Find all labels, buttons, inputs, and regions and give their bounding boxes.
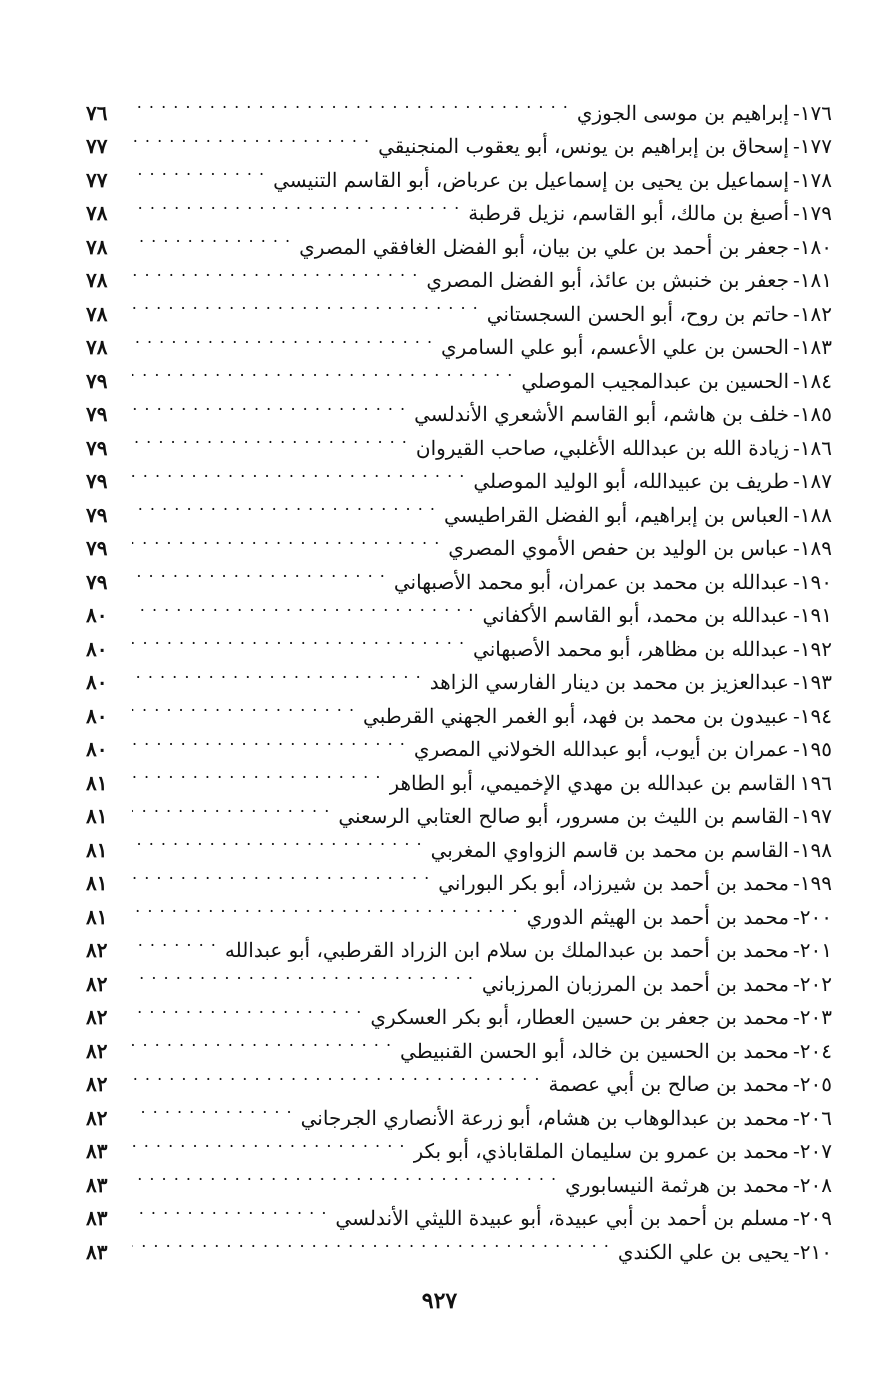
entry-number: ٢٠٢ bbox=[799, 971, 832, 996]
entry-page-ref: ٧٩ bbox=[86, 536, 108, 560]
entry-number: ١٨٠ bbox=[799, 234, 832, 259]
dot-leader bbox=[132, 488, 436, 522]
dot-leader bbox=[132, 790, 330, 824]
entry-title: جعفر بن خنبش بن عائذ، أبو الفضل المصري bbox=[426, 268, 789, 292]
entry-separator: - bbox=[793, 167, 800, 192]
entry-title: عمران بن أيوب، أبو عبدالله الخولاني المصري bbox=[413, 737, 789, 761]
dot-leader bbox=[132, 120, 370, 154]
entry-number: ١٨٢ bbox=[799, 301, 832, 326]
entry-page-ref: ٨٣ bbox=[86, 1172, 108, 1197]
entry-separator: - bbox=[793, 670, 800, 694]
entry-separator: - bbox=[793, 837, 800, 862]
dot-leader bbox=[132, 187, 460, 221]
entry-number: ١٩٦ bbox=[799, 770, 832, 795]
entry-page-ref: ٧٨ bbox=[86, 234, 108, 259]
entry-title: يحيى بن علي الكندي bbox=[617, 1239, 789, 1264]
dot-leader bbox=[132, 1058, 541, 1092]
entry-number: ١٩٠ bbox=[799, 569, 832, 594]
entry-number: ١٨٦ bbox=[799, 435, 832, 460]
entry-title: الحسين بن عبدالمجيب الموصلي bbox=[521, 368, 789, 393]
entry-title: محمد بن جعفر بن حسين العطار، أبو بكر العسكري bbox=[370, 1005, 789, 1029]
entry-number: ١٨١ bbox=[799, 268, 832, 292]
entry-title: عبدالله بن مظاهر، أبو محمد الأصبهاني bbox=[473, 636, 789, 661]
dot-leader bbox=[132, 589, 475, 623]
entry-page-ref: ٨٢ bbox=[86, 1005, 108, 1029]
entry-title: عبيدون بن محمد بن فهد، أبو الغمر الجهني القرطبي bbox=[363, 703, 789, 728]
entry-separator: - bbox=[793, 871, 800, 895]
entry-page-ref: ٨٣ bbox=[86, 1239, 108, 1264]
dot-leader bbox=[132, 555, 386, 589]
entry-separator: - bbox=[793, 971, 800, 996]
entry-number: ١٨٨ bbox=[799, 502, 832, 527]
entry-separator: - bbox=[793, 1206, 800, 1230]
entry-title: محمد بن صالح بن أبي عصمة bbox=[548, 1072, 789, 1096]
entry-title: إسماعيل بن يحيى بن إسماعيل بن عرباض، أبو القاسم التنيسي bbox=[273, 167, 789, 192]
entry-separator: - bbox=[793, 502, 800, 527]
dot-leader bbox=[132, 354, 513, 388]
entry-separator: - bbox=[793, 536, 800, 560]
entry-title: محمد بن أحمد بن المرزبان المرزباني bbox=[481, 971, 789, 996]
entry-page-ref: ٨٢ bbox=[86, 1038, 108, 1063]
entry-title: عبدالله بن محمد بن عمران، أبو محمد الأصبهاني bbox=[393, 569, 789, 594]
dot-leader bbox=[132, 321, 433, 355]
entry-title: أصبغ بن مالك، أبو القاسم، نزيل قرطبة bbox=[468, 201, 789, 225]
entry-title: إسحاق بن إبراهيم بن يونس، أبو يعقوب المنجنيقي bbox=[378, 134, 789, 158]
entry-page-ref: ٨١ bbox=[86, 904, 108, 929]
entry-page-ref: ٨٠ bbox=[86, 703, 108, 728]
entry-title: الحسن بن علي الأعسم، أبو علي السامري bbox=[441, 335, 789, 359]
table-of-contents bbox=[86, 86, 832, 1264]
dot-leader bbox=[132, 1091, 293, 1125]
entry-separator: - bbox=[793, 569, 800, 594]
entry-number: ١٨٧ bbox=[799, 469, 832, 493]
entry-page-ref: ٨٢ bbox=[86, 1072, 108, 1096]
dot-leader bbox=[132, 957, 474, 991]
entry-number: ١٨٣ bbox=[799, 335, 832, 359]
entry-title: عبدالعزيز بن محمد بن دينار الفارسي الزاهد bbox=[429, 670, 789, 694]
page-number: ٩٢٧ bbox=[421, 1288, 458, 1314]
entry-page-ref: ٧٧ bbox=[86, 134, 108, 158]
entry-number: ١٧٧ bbox=[799, 134, 832, 158]
entry-title: عبدالله بن محمد، أبو القاسم الأكفاني bbox=[482, 603, 789, 627]
entry-title: القاسم بن محمد بن قاسم الزواوي المغربي bbox=[430, 837, 789, 862]
entry-separator: - bbox=[793, 636, 800, 661]
dot-leader bbox=[132, 924, 217, 958]
entry-number: ١٧٩ bbox=[799, 201, 832, 225]
entry-separator: - bbox=[793, 368, 800, 393]
entry-page-ref: ٧٩ bbox=[86, 435, 108, 460]
entry-page-ref: ٨١ bbox=[86, 804, 108, 828]
entry-page-ref: ٧٦ bbox=[86, 100, 108, 125]
entry-title: عباس بن الوليد بن حفص الأموي المصري bbox=[448, 536, 789, 560]
entry-page-ref: ٧٨ bbox=[86, 335, 108, 359]
dot-leader bbox=[132, 522, 440, 556]
entry-title: القاسم بن عبدالله بن مهدي الإخميمي، أبو الطاهر bbox=[389, 770, 796, 795]
entry-page-ref: ٨٣ bbox=[86, 1139, 108, 1163]
entry-title: خلف بن هاشم، أبو القاسم الأشعري الأندلسي bbox=[414, 402, 789, 426]
dot-leader bbox=[132, 1225, 610, 1259]
dot-leader bbox=[132, 622, 465, 656]
entry-separator: - bbox=[793, 134, 800, 158]
entry-page-ref: ٨٢ bbox=[86, 971, 108, 996]
entry-page-ref: ٧٩ bbox=[86, 502, 108, 527]
dot-leader bbox=[132, 455, 465, 489]
dot-leader bbox=[132, 421, 408, 455]
entry-number: ١٨٤ bbox=[799, 368, 832, 393]
toc-entry bbox=[86, 86, 832, 125]
entry-title: محمد بن الحسين بن خالد، أبو الحسن القنبيطي bbox=[400, 1038, 789, 1063]
entry-number: ١٩٢ bbox=[799, 636, 832, 661]
entry-separator: - bbox=[793, 268, 800, 292]
entry-separator: - bbox=[793, 1005, 800, 1029]
entry-title: زيادة الله بن عبدالله الأغلبي، صاحب القيروان bbox=[415, 435, 789, 460]
entry-separator: - bbox=[793, 301, 800, 326]
entry-title: محمد بن هرثمة النيسابوري bbox=[565, 1172, 789, 1197]
entry-title: إبراهيم بن موسى الجوزي bbox=[576, 100, 789, 125]
entry-number: ١٩٤ bbox=[799, 703, 832, 728]
entry-title: العباس بن إبراهيم، أبو الفضل القراطيسي bbox=[443, 502, 789, 527]
entry-separator: - bbox=[793, 904, 800, 929]
entry-number: ٢٠٩ bbox=[799, 1206, 832, 1230]
entry-page-ref: ٨١ bbox=[86, 871, 108, 895]
entry-page-ref: ٧٩ bbox=[86, 469, 108, 493]
entry-page-ref: ٧٨ bbox=[86, 201, 108, 225]
entry-separator: - bbox=[793, 1038, 800, 1063]
entry-page-ref: ٨٣ bbox=[86, 1206, 108, 1230]
entry-number: ٢٠٨ bbox=[799, 1172, 832, 1197]
dot-leader bbox=[132, 857, 430, 891]
entry-number: ١٩٥ bbox=[799, 737, 832, 761]
entry-separator: - bbox=[793, 703, 800, 728]
entry-page-ref: ٧٨ bbox=[86, 268, 108, 292]
entry-separator: - bbox=[793, 1072, 800, 1096]
entry-page-ref: ٨٢ bbox=[86, 1105, 108, 1130]
entry-page-ref: ٧٩ bbox=[86, 569, 108, 594]
entry-title: محمد بن عمرو بن سليمان الملقاباذي، أبو بكر bbox=[413, 1139, 789, 1163]
entry-title: مسلم بن أحمد بن أبي عبيدة، أبو عبيدة الليثي الأندلسي bbox=[335, 1206, 789, 1230]
entry-number: ٢٠١ bbox=[799, 938, 832, 962]
entry-separator: - bbox=[793, 938, 800, 962]
entry-separator: - bbox=[793, 737, 800, 761]
entry-page-ref: ٨٠ bbox=[86, 670, 108, 694]
entry-title: محمد بن أحمد بن شيرزاد، أبو بكر البوراني bbox=[438, 871, 789, 895]
dot-leader bbox=[132, 823, 423, 857]
dot-leader bbox=[132, 1125, 405, 1159]
entry-title: القاسم بن الليث بن مسرور، أبو صالح العتابي الرسعني bbox=[338, 804, 789, 828]
entry-number: ١٧٨ bbox=[799, 167, 832, 192]
entry-number: ٢١٠ bbox=[799, 1239, 832, 1264]
entry-number: ٢٠٧ bbox=[799, 1139, 832, 1163]
entry-page-ref: ٨٠ bbox=[86, 603, 108, 627]
entry-title: طريف بن عبيدالله، أبو الوليد الموصلي bbox=[473, 469, 789, 493]
entry-separator: - bbox=[793, 234, 800, 259]
entry-separator: - bbox=[793, 335, 800, 359]
entry-page-ref: ٨٠ bbox=[86, 636, 108, 661]
dot-leader bbox=[132, 890, 519, 924]
entry-separator: - bbox=[793, 1239, 800, 1264]
dot-leader bbox=[132, 991, 362, 1025]
dot-leader bbox=[132, 723, 406, 757]
dot-leader bbox=[132, 656, 422, 690]
entry-separator: - bbox=[793, 100, 800, 125]
entry-page-ref: ٨٢ bbox=[86, 938, 108, 962]
dot-leader bbox=[132, 388, 406, 422]
entry-number: ١٨٩ bbox=[799, 536, 832, 560]
entry-title: حاتم بن روح، أبو الحسن السجستاني bbox=[486, 301, 789, 326]
entry-number: ١٧٦ bbox=[799, 100, 832, 125]
entry-number: ١٩٨ bbox=[799, 837, 832, 862]
entry-separator: - bbox=[793, 804, 800, 828]
entry-number: ٢٠٤ bbox=[799, 1038, 832, 1063]
entry-separator: - bbox=[793, 402, 800, 426]
dot-leader bbox=[132, 153, 265, 187]
entry-separator: - bbox=[793, 469, 800, 493]
entry-separator: - bbox=[793, 1105, 800, 1130]
entry-number: ١٩٩ bbox=[799, 871, 832, 895]
entry-number: ٢٠٦ bbox=[799, 1105, 832, 1130]
entry-title: محمد بن أحمد بن الهيثم الدوري bbox=[526, 904, 789, 929]
entry-page-ref: ٨١ bbox=[86, 770, 108, 795]
entry-title: محمد بن أحمد بن عبدالملك بن سلام ابن الزراد القرطبي، أبو عبدالله bbox=[224, 938, 789, 962]
entry-page-ref: ٧٩ bbox=[86, 368, 108, 393]
entry-number: ١٩١ bbox=[799, 603, 832, 627]
dot-leader bbox=[132, 287, 479, 321]
entry-page-ref: ٨١ bbox=[86, 837, 108, 862]
entry-separator: - bbox=[793, 603, 800, 627]
entry-page-ref: ٨٠ bbox=[86, 737, 108, 761]
entry-number: ٢٠٥ bbox=[799, 1072, 832, 1096]
entry-title: جعفر بن أحمد بن علي بن بيان، أبو الفضل الغافقي المصري bbox=[299, 234, 789, 259]
dot-leader bbox=[132, 1024, 392, 1058]
entry-number: ٢٠٠ bbox=[799, 904, 832, 929]
entry-title: محمد بن عبدالوهاب بن هشام، أبو زرعة الأنصاري الجرجاني bbox=[300, 1105, 789, 1130]
entry-separator: - bbox=[793, 201, 800, 225]
entry-number: ١٩٧ bbox=[799, 804, 832, 828]
entry-page-ref: ٧٩ bbox=[86, 402, 108, 426]
dot-leader bbox=[132, 1192, 327, 1226]
entry-separator: - bbox=[793, 435, 800, 460]
entry-number: ١٨٥ bbox=[799, 402, 832, 426]
dot-leader bbox=[132, 220, 291, 254]
entry-page-ref: ٧٨ bbox=[86, 301, 108, 326]
dot-leader bbox=[132, 254, 418, 288]
entry-number: ٢٠٣ bbox=[799, 1005, 832, 1029]
entry-separator: - bbox=[793, 1139, 800, 1163]
dot-leader bbox=[132, 689, 355, 723]
dot-leader bbox=[132, 86, 569, 120]
dot-leader bbox=[132, 756, 381, 790]
entry-separator: - bbox=[793, 1172, 800, 1197]
dot-leader bbox=[132, 1158, 557, 1192]
entry-page-ref: ٧٧ bbox=[86, 167, 108, 192]
entry-number: ١٩٣ bbox=[799, 670, 832, 694]
